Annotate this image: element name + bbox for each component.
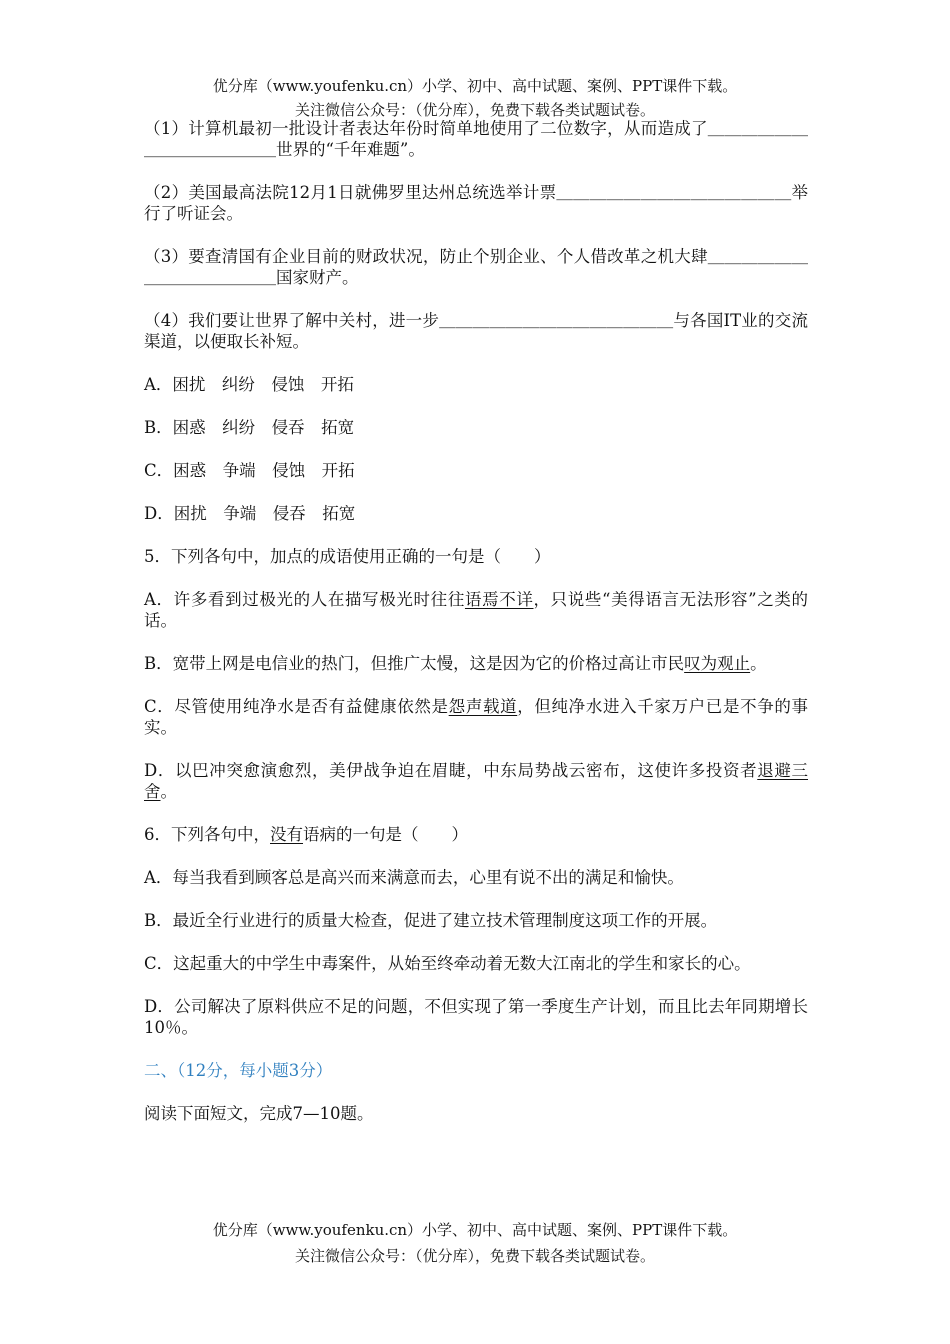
q5-d-idiom: 退避三舍: [144, 761, 809, 801]
q5-option-c: [144, 696, 808, 738]
q4-item-2: （2）美国最高法院12月1日就佛罗里达州总统选举计票＿＿＿＿＿＿＿＿＿＿＿＿＿＿举行了听证会。: [144, 183, 808, 223]
footer-line-1: 优分库（www.youfenku.cn）小学、初中、高中试题、案例、PPT课件下载。: [212, 1221, 738, 1239]
q5-c-before: C．尽管使用纯净水是否有益健康依然是: [144, 697, 449, 716]
q6-option-c: C．这起重大的中学生中毒案件，从始至终牵动着无数大江南北的学生和家长的心。: [144, 954, 751, 973]
q5-c-after: ，但纯净水进入千家万户已是不争的事实。: [144, 697, 809, 737]
q4-item-3: （3）要查清国有企业目前的财政状况，防止个别企业、个人借改革之机大肆＿＿＿＿＿＿＿＿＿＿＿＿＿＿国家财产。: [144, 247, 808, 287]
q5-stem: 5．下列各句中，加点的成语使用正确的一句是（ ）: [144, 547, 551, 566]
q5-d-after: 。: [160, 782, 177, 801]
q4-option-d: D．困扰 争端 侵吞 拓宽: [144, 504, 356, 523]
header-line-2: 关注微信公众号：（优分库），免费下载各类试题试卷。: [294, 101, 655, 119]
footer-line-2: 关注微信公众号：（优分库），免费下载各类试题试卷。: [294, 1247, 655, 1265]
q6-option-a: A．每当我看到顾客总是高兴而来满意而去，心里有说不出的满足和愉快。: [144, 868, 684, 887]
q5-b-idiom: 叹为观止: [684, 654, 751, 673]
q6-stem-after: 语病的一句是（ ）: [303, 825, 468, 844]
header-line-1: 优分库（www.youfenku.cn）小学、初中、高中试题、案例、PPT课件下载。: [212, 77, 738, 95]
q4-option-c: C．困惑 争端 侵蚀 开拓: [144, 461, 355, 480]
q4-option-a: A．困扰 纠纷 侵蚀 开拓: [144, 375, 354, 394]
q6-option-d: D．公司解决了原料供应不足的问题，不但实现了第一季度生产计划，而且比去年同期增长10％。: [144, 997, 808, 1037]
q6-option-b: B．最近全行业进行的质量大检查，促进了建立技术管理制度这项工作的开展。: [144, 911, 718, 930]
q5-a-before: A．许多看到过极光的人在描写极光时往往: [144, 590, 465, 609]
q5-option-a: [144, 589, 808, 631]
q5-c-idiom: 怨声载道: [448, 697, 518, 716]
q4-option-b: B．困惑 纠纷 侵吞 拓宽: [144, 418, 355, 437]
q5-d-before: D．以巴冲突愈演愈烈，美伊战争迫在眉睫，中东局势战云密布，这使许多投资者: [144, 761, 758, 780]
section-2-intro: 阅读下面短文，完成7—10题。: [144, 1104, 374, 1123]
q5-a-after: ，只说些“美得语言无法形容”之类的话。: [144, 590, 809, 630]
q5-b-before: B．宽带上网是电信业的热门，但推广太慢，这是因为它的价格过高让市民: [144, 654, 685, 673]
q6-stem: [144, 824, 808, 845]
q4-item-4: （4）我们要让世界了解中关村，进一步＿＿＿＿＿＿＿＿＿＿＿＿＿＿与各国IT业的交流渠道，以便取长补短。: [144, 311, 808, 351]
document-body: [144, 118, 808, 1146]
q6-stem-before: 6．下列各句中，: [144, 825, 270, 844]
q5-option-b: [144, 653, 808, 674]
q4-item-1: （1）计算机最初一批设计者表达年份时简单地使用了二位数字，从而造成了＿＿＿＿＿＿＿＿＿＿＿＿＿＿世界的“千年难题”。: [144, 119, 808, 159]
q5-b-after: 。: [750, 654, 767, 673]
q5-a-idiom: 语焉不详: [464, 590, 534, 609]
q5-option-d: [144, 760, 808, 802]
q6-stem-key: 没有: [270, 825, 303, 844]
section-2-title: 二、（12分，每小题3分）: [144, 1061, 333, 1080]
